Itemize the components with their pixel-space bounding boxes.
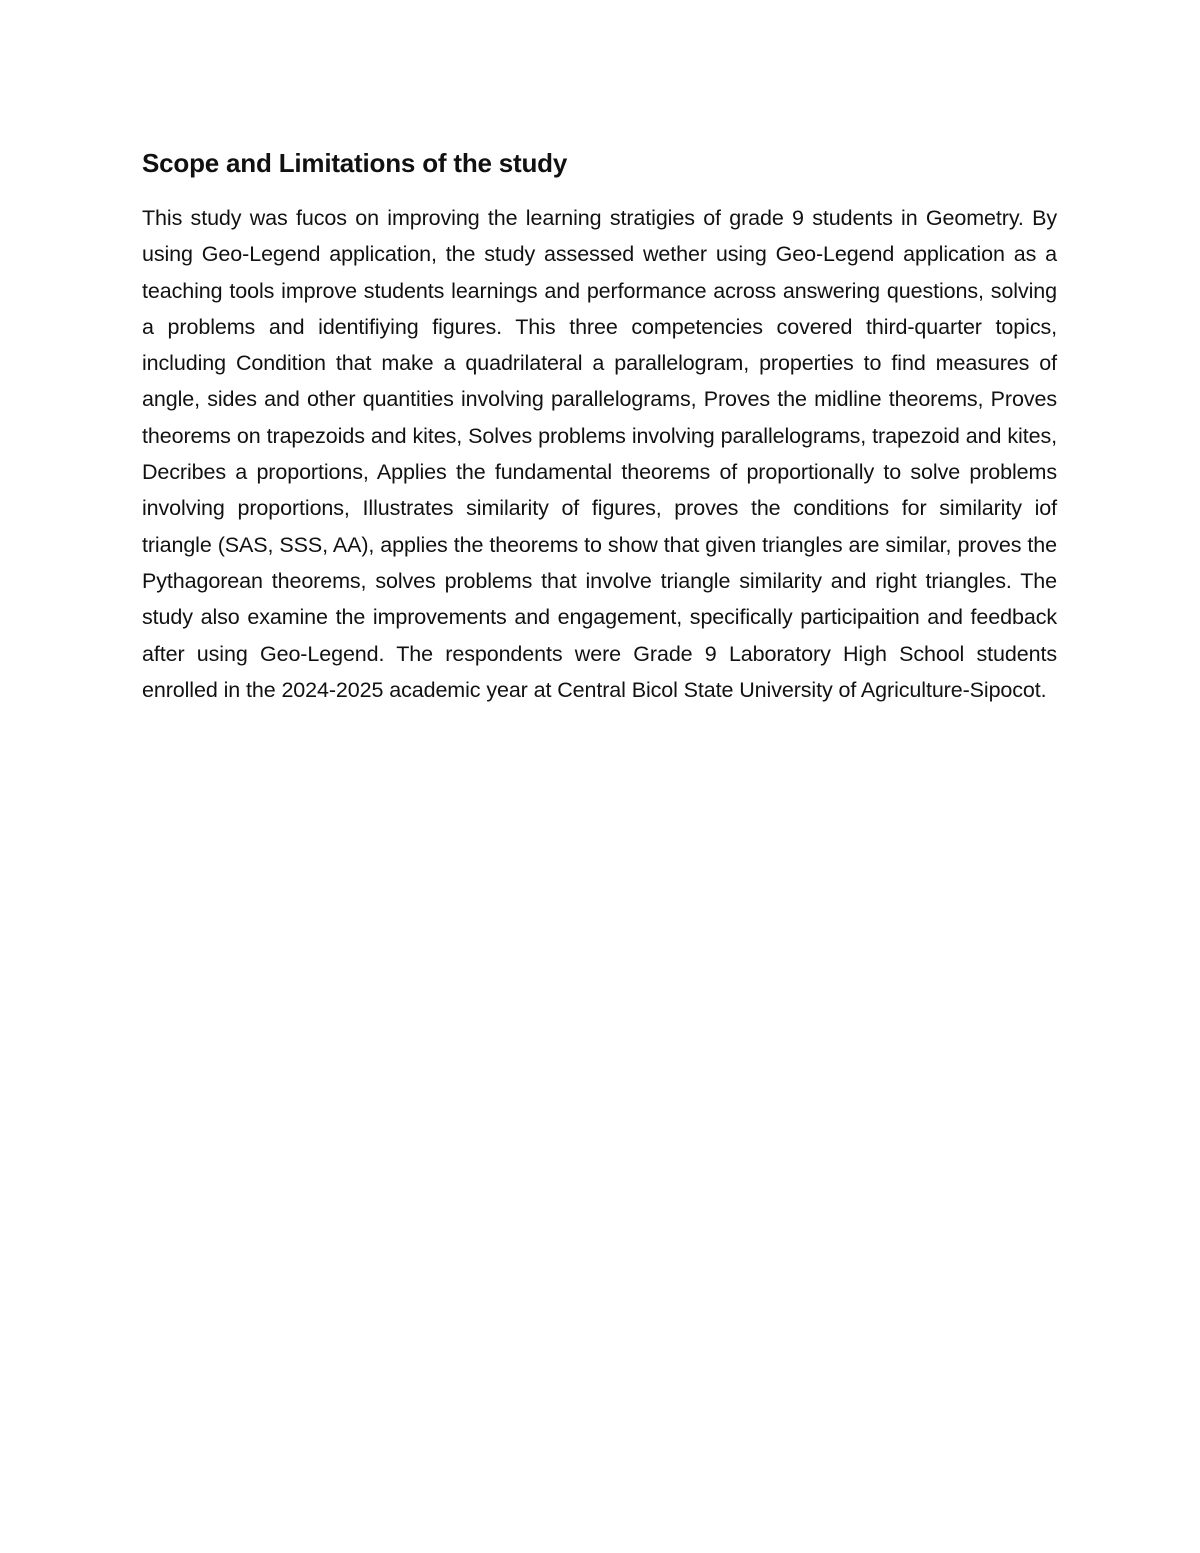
section-heading: Scope and Limitations of the study [142, 148, 568, 178]
page-content [142, 146, 1057, 708]
body-paragraph: This study was fucos on improving the learning stratigies of grade 9 students in Geometry. By using Geo-Legend application, the study assessed wether using Geo-Legend application as a teaching tools improve students learnings and performance across answering questions, solving a problems and identifiying figures. This three competencies covered third-quarter topics, including Condition that make a quadrilateral a parallelogram, properties to find measures of angle, sides and other quantities involving parallelograms, Proves the midline theorems, Proves theorems on trapezoids and kites, Solves problems involving parallelograms, trapezoid and kites, Decribes a proportions, Applies the fundamental theorems of proportionally to solve problems involving proportions, Illustrates similarity of figures, proves the conditions for similarity iof triangle (SAS, SSS, AA), applies the theorems to show that given triangles are similar, proves the Pythagorean theorems, solves problems that involve triangle similarity and right triangles. The study also examine the improvements and engagement, specifically participaition and feedback after using Geo-Legend. The respondents were Grade 9 Laboratory High School students enrolled in the 2024-2025 academic year at Central Bicol State University of Agriculture-Sipocot. [142, 206, 1057, 702]
